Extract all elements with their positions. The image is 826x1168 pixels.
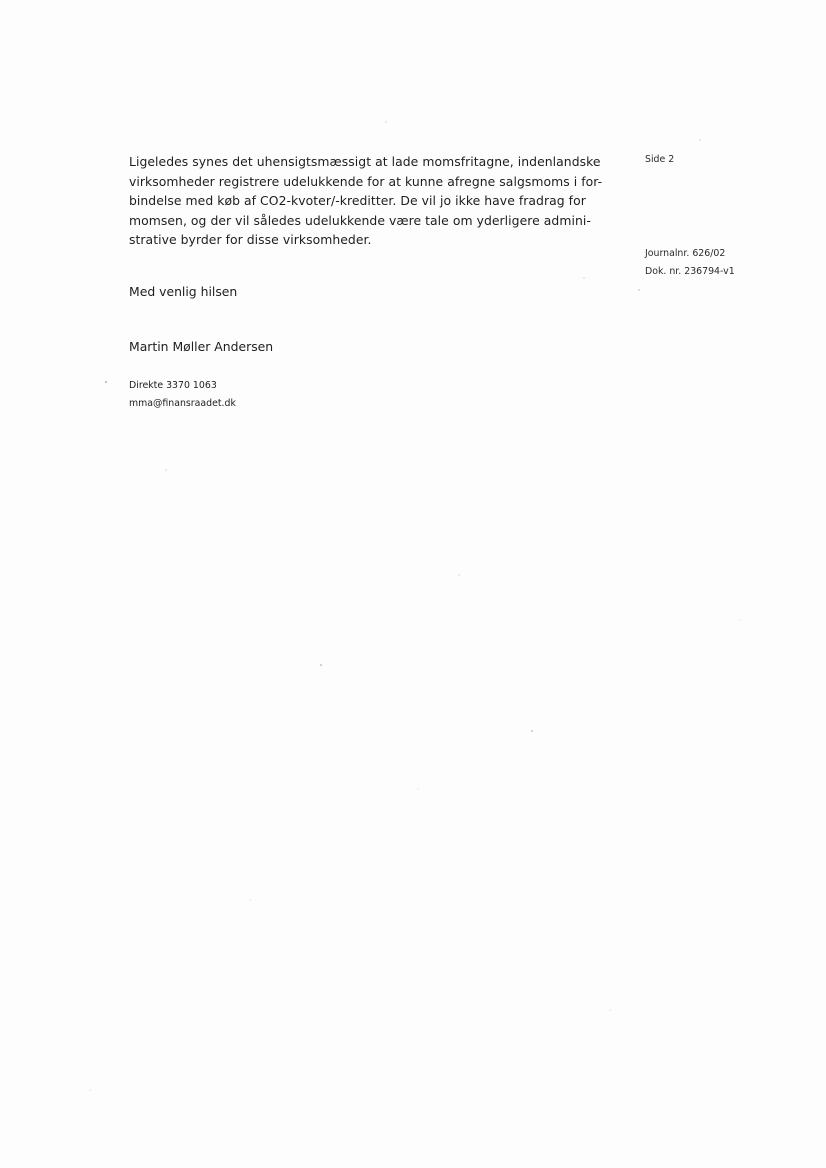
body-line: bindelse med køb af CO2-kvoter/-kreditter. De vil jo ikke have fradrag for [129, 193, 586, 209]
body-line: strative byrder for disse virksomheder. [129, 232, 372, 248]
page-number-label: Side 2 [645, 154, 675, 165]
body-line: virksomheder registrere udelukkende for at kunne afregne salgsmoms i for- [129, 173, 603, 189]
closing-phrase: Med venlig hilsen [129, 284, 238, 299]
signer-name: Martin Møller Andersen [129, 339, 274, 354]
contact-phone: Direkte 3370 1063 [129, 380, 217, 391]
letter-body-paragraph [129, 152, 609, 250]
body-line: Ligeledes synes det uhensigtsmæssigt at lade momsfritagne, indenlandske [129, 154, 601, 169]
contact-email: mma@finansraadet.dk [129, 398, 236, 409]
journal-number: Journalnr. 626/02 [645, 248, 726, 259]
document-reference-block [645, 245, 735, 281]
document-number: Dok. nr. 236794-v1 [645, 266, 735, 277]
body-line: momsen, og der vil således udelukkende være tale om yderligere admini- [129, 212, 591, 228]
contact-block [129, 377, 236, 413]
